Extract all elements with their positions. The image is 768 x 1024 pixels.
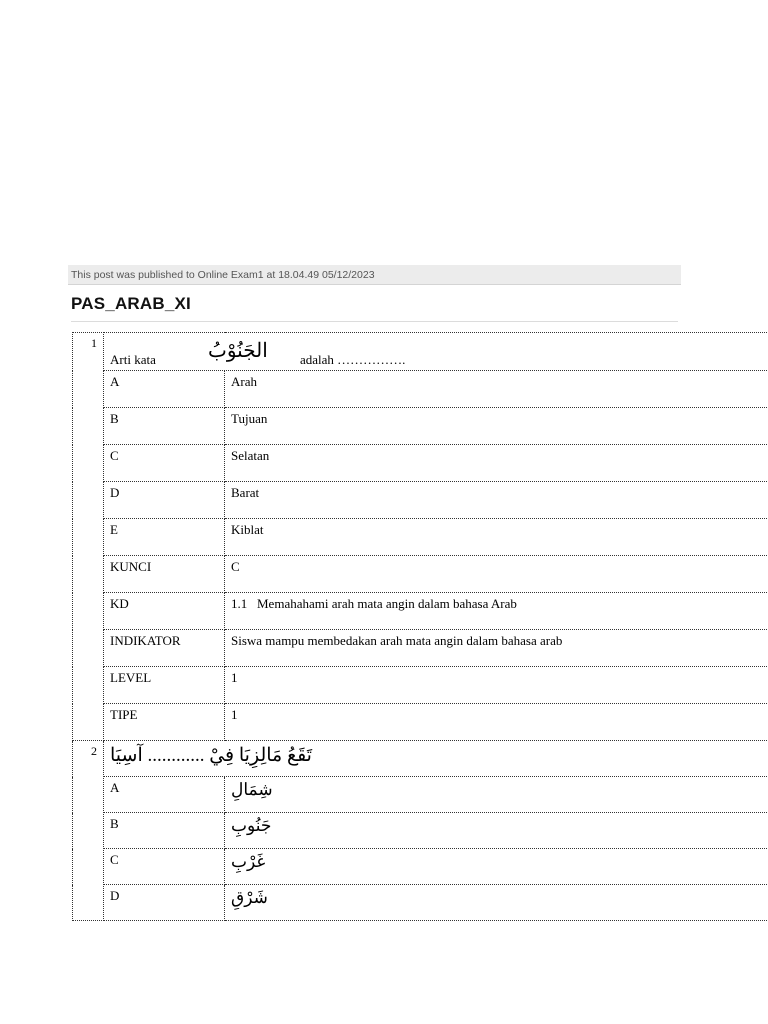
question-1-number: 1: [73, 333, 104, 741]
row-label: INDIKATOR: [104, 630, 225, 667]
row-label: TIPE: [104, 704, 225, 741]
question-1-stem-prefix: Arti kata: [110, 352, 156, 367]
row-value: 1.1 Memahahami arah mata angin dalam bahasa Arab: [225, 593, 768, 630]
row-value: Selatan: [225, 445, 768, 482]
question-1-row-tipe: [73, 704, 768, 741]
question-1-row-d: [73, 482, 768, 519]
question-1-stem-row: [73, 333, 768, 371]
row-label: D: [104, 885, 225, 921]
row-value: Barat: [225, 482, 768, 519]
question-1-row-b: [73, 408, 768, 445]
row-label: A: [104, 371, 225, 408]
row-label: A: [104, 777, 225, 813]
row-label: B: [104, 408, 225, 445]
row-value: Arah: [225, 371, 768, 408]
question-2-row-c: [73, 849, 768, 885]
row-value: غَرْبِ: [225, 849, 768, 885]
question-1-stem: [104, 333, 768, 371]
post-published-banner: This post was published to Online Exam1 at 18.04.49 05/12/2023: [68, 265, 681, 285]
row-label: LEVEL: [104, 667, 225, 704]
exam-question-table: [72, 332, 768, 921]
row-value: 1: [225, 667, 768, 704]
title-divider: [71, 321, 678, 322]
row-label: E: [104, 519, 225, 556]
row-value: شَرْقِ: [225, 885, 768, 921]
question-2-stem-arabic: تَقَعُ مَالِزِيَا فِيْ ............ آسِيَا: [104, 741, 768, 777]
question-2-stem-row: [73, 741, 768, 777]
row-value: 1: [225, 704, 768, 741]
row-value: Kiblat: [225, 519, 768, 556]
question-2-number: 2: [73, 741, 104, 921]
question-1-row-c: [73, 445, 768, 482]
row-label: KUNCI: [104, 556, 225, 593]
row-label: B: [104, 813, 225, 849]
question-1-row-kd: [73, 593, 768, 630]
row-value: C: [225, 556, 768, 593]
page-title: PAS_ARAB_XI: [71, 294, 191, 313]
question-1-row-indikator: [73, 630, 768, 667]
row-label: D: [104, 482, 225, 519]
row-label: KD: [104, 593, 225, 630]
row-value: Tujuan: [225, 408, 768, 445]
row-value: جَنُوبِ: [225, 813, 768, 849]
question-1-row-level: [73, 667, 768, 704]
question-2-row-b: [73, 813, 768, 849]
question-1-row-a: [73, 371, 768, 408]
question-1-row-kunci: [73, 556, 768, 593]
question-1-stem-arabic: الجَنُوْبُ: [208, 340, 268, 362]
row-label: C: [104, 445, 225, 482]
row-value: شِمَالِ: [225, 777, 768, 813]
row-label: C: [104, 849, 225, 885]
question-2-row-a: [73, 777, 768, 813]
question-1-stem-suffix: adalah …………….: [300, 352, 406, 367]
question-2-row-d: [73, 885, 768, 921]
question-1-row-e: [73, 519, 768, 556]
row-value: Siswa mampu membedakan arah mata angin dalam bahasa arab: [225, 630, 768, 667]
